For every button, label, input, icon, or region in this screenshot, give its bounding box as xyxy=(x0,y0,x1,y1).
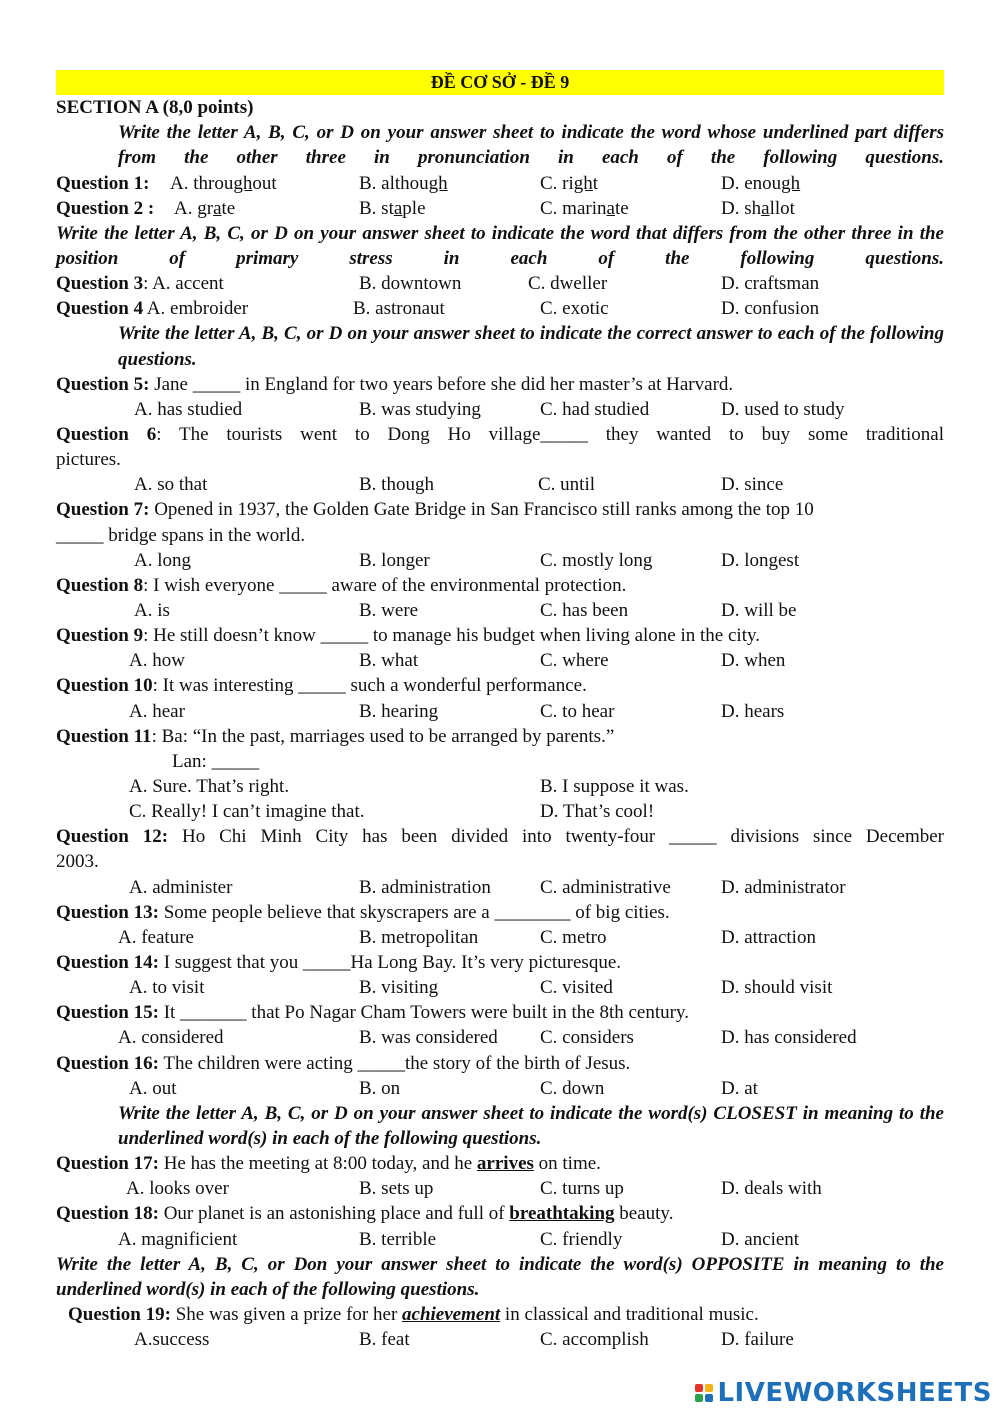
question-17: Question 17: He has the meeting at 8:00 today, and he arrives on time. xyxy=(56,1153,601,1175)
option-d[interactable]: D. when xyxy=(721,650,786,672)
option-d[interactable]: D. failure xyxy=(721,1329,794,1351)
option-a[interactable]: A.success xyxy=(134,1329,210,1351)
question-label: Question 15: xyxy=(56,1002,159,1024)
question-text: : I wish everyone _____ aware of the environmental protection. xyxy=(143,574,627,596)
question-label: Question 5: xyxy=(56,373,150,395)
option-b[interactable]: B. was studying xyxy=(359,398,481,420)
question-4 xyxy=(56,296,944,321)
option-b[interactable]: B. were xyxy=(359,600,419,622)
question-text: : Ba: “In the past, marriages used to be arranged by parents.” xyxy=(151,725,615,747)
option-c[interactable]: C. Really! I can’t imagine that. xyxy=(129,801,365,823)
option-c[interactable]: C. dweller xyxy=(528,273,608,295)
question-label: Question 4 xyxy=(56,298,144,320)
option-a[interactable]: A. out xyxy=(129,1077,177,1099)
question-text: : It was interesting _____ such a wonderful performance. xyxy=(152,675,587,697)
option-a[interactable]: A. magnificient xyxy=(118,1228,238,1250)
question-label: Question 11 xyxy=(56,725,152,747)
option-d[interactable]: D. attraction xyxy=(721,926,816,948)
option-d[interactable]: D. craftsman xyxy=(721,273,820,295)
question-19: Question 19: She was given a prize for her achievement in classical and traditional music. xyxy=(68,1304,759,1326)
question-label: Question 7: xyxy=(56,499,150,521)
question-13 xyxy=(56,900,944,925)
option-d[interactable]: D. used to study xyxy=(721,398,845,420)
option-c[interactable]: C. right xyxy=(540,172,599,194)
question-14-options xyxy=(56,975,944,1000)
question-15 xyxy=(56,1000,944,1025)
question-label: Question 12: xyxy=(56,826,169,848)
question-9-options xyxy=(56,648,944,673)
worksheet-page xyxy=(56,70,944,1352)
question-10-options xyxy=(56,699,944,724)
option-b[interactable]: B. administration xyxy=(359,876,491,898)
option-c[interactable]: C. marinate xyxy=(540,197,629,219)
liveworksheets-logo[interactable] xyxy=(695,1379,992,1407)
question-6 xyxy=(56,422,944,447)
option-d[interactable]: D. confusion xyxy=(721,298,820,320)
question-8-options xyxy=(56,598,944,623)
option-d[interactable]: D. will be xyxy=(721,600,797,622)
question-9 xyxy=(56,623,944,648)
option-b[interactable]: B. downtown xyxy=(359,273,462,295)
question-2 xyxy=(56,196,944,221)
option-a[interactable]: A. looks over xyxy=(126,1178,229,1200)
question-label: Question 8 xyxy=(56,574,144,596)
question-label: Question 14: xyxy=(56,952,159,974)
logo-square xyxy=(695,1384,703,1392)
question-12-options xyxy=(56,875,944,900)
option-d[interactable]: D. has considered xyxy=(721,1027,857,1049)
question-text: Opened in 1937, the Golden Gate Bridge in San Francisco still ranks among the top 10 xyxy=(149,499,814,521)
question-5 xyxy=(56,372,944,397)
option-d[interactable]: D. administrator xyxy=(721,876,846,898)
option-d[interactable]: D. since xyxy=(721,474,784,496)
option-c[interactable]: C. has been xyxy=(540,600,629,622)
option-b[interactable]: B. what xyxy=(359,650,419,672)
question-label: Question 16: xyxy=(56,1052,159,1074)
option-c[interactable]: C. metro xyxy=(540,926,607,948)
question-label: Question 6 xyxy=(56,424,157,446)
question-17-options xyxy=(56,1176,944,1201)
question-11-options-row2 xyxy=(56,799,944,824)
option-c[interactable]: C. visited xyxy=(540,977,613,999)
option-c[interactable]: C. until xyxy=(538,474,596,496)
option-a[interactable]: A. feature xyxy=(118,926,194,948)
question-6-options xyxy=(56,472,944,497)
option-a[interactable]: A. hear xyxy=(129,700,185,722)
question-label: Question 2 : xyxy=(56,197,155,219)
option-c[interactable]: C. to hear xyxy=(540,700,615,722)
logo-icon xyxy=(695,1384,713,1402)
logo-square xyxy=(695,1394,703,1402)
question-18: Question 18: Our planet is an astonishing place and full of breathtaking beauty. xyxy=(56,1203,674,1225)
option-a[interactable]: A. grate xyxy=(174,197,236,219)
option-a[interactable]: A. long xyxy=(134,549,191,571)
option-c[interactable]: C. exotic xyxy=(540,298,609,320)
option-d[interactable]: D. at xyxy=(721,1077,758,1099)
question-12-text-cont: 2003. xyxy=(56,851,99,873)
question-text: : The tourists went to Dong Ho village_____ they wanted to buy some traditional xyxy=(156,424,944,446)
option-d[interactable]: D. longest xyxy=(721,549,800,571)
underlined-word: breathtaking xyxy=(509,1203,615,1225)
question-text: Some people believe that skyscrapers are a ________ of big cities. xyxy=(158,901,670,923)
question-7-text-cont: _____ bridge spans in the world. xyxy=(56,524,306,546)
logo-square xyxy=(705,1394,713,1402)
question-14 xyxy=(56,950,944,975)
option-a[interactable]: A. embroider xyxy=(143,298,249,320)
option-d[interactable]: D. hears xyxy=(721,700,785,722)
option-a[interactable]: : A. accent xyxy=(143,273,224,295)
option-a[interactable]: A. to visit xyxy=(129,977,205,999)
underlined-word: achievement xyxy=(402,1304,501,1326)
option-b[interactable]: B. on xyxy=(359,1077,401,1099)
question-11 xyxy=(56,724,944,749)
question-text: It _______ that Po Nagar Cham Towers were built in the 8th century. xyxy=(158,1002,689,1024)
question-label: Question 1: xyxy=(56,172,150,194)
question-label: Question 10 xyxy=(56,675,153,697)
question-15-options xyxy=(56,1025,944,1050)
option-a[interactable]: A. so that xyxy=(134,474,208,496)
question-text: : He still doesn’t know _____ to manage his budget when living alone in the city. xyxy=(143,625,760,647)
option-d[interactable]: D. deals with xyxy=(721,1178,822,1200)
instruction-opposite-meaning: Write the letter A, B, C, or Don your answer sheet to indicate the word(s) OPPOSITE in meaning to the underlined word(s) in each of the following questions. xyxy=(56,1253,944,1300)
option-b[interactable]: B. terrible xyxy=(359,1228,437,1250)
option-a[interactable]: A. Sure. That’s right. xyxy=(129,776,290,798)
question-1 xyxy=(56,171,944,196)
option-c[interactable]: C. mostly long xyxy=(540,549,653,571)
instruction-correct-answer: Write the letter A, B, C, or D on your answer sheet to indicate the correct answer to each of the following questions. xyxy=(118,323,944,370)
option-c[interactable]: C. turns up xyxy=(540,1178,624,1200)
question-18-options xyxy=(56,1227,944,1252)
question-text: Ho Chi Minh City has been divided into twenty-four _____ divisions since December xyxy=(168,826,944,848)
option-a[interactable]: A. administer xyxy=(129,876,233,898)
logo-square xyxy=(705,1384,713,1392)
option-d[interactable]: D. ancient xyxy=(721,1228,800,1250)
option-a[interactable]: A. considered xyxy=(118,1027,224,1049)
option-d[interactable]: D. shallot xyxy=(721,197,795,219)
question-3 xyxy=(56,271,944,296)
option-c[interactable]: C. considers xyxy=(540,1027,634,1049)
option-d[interactable]: D. enough xyxy=(721,172,801,194)
question-7-options xyxy=(56,548,944,573)
question-11-options-row1 xyxy=(56,774,944,799)
option-b[interactable]: B. was considered xyxy=(359,1027,498,1049)
question-16-options xyxy=(56,1076,944,1101)
question-label: Question 9 xyxy=(56,625,144,647)
page-title: ĐỀ CƠ SỞ - ĐỀ 9 xyxy=(56,70,944,95)
option-c[interactable]: C. administrative xyxy=(540,876,671,898)
option-c[interactable]: C. down xyxy=(540,1077,605,1099)
question-16 xyxy=(56,1051,944,1076)
question-13-options xyxy=(56,925,944,950)
question-8 xyxy=(56,573,944,598)
option-a[interactable]: A. how xyxy=(129,650,185,672)
section-heading: SECTION A (8,0 points) xyxy=(56,97,254,119)
question-label: Question 13: xyxy=(56,901,159,923)
option-a[interactable]: A. is xyxy=(134,600,170,622)
question-6-text-cont: pictures. xyxy=(56,449,121,471)
instruction-pronunciation: Write the letter A, B, C, or D on your answer sheet to indicate the word whose underlined part differs from the other three in pronunciation in each of the following questions. xyxy=(118,122,944,169)
option-b[interactable]: B. metropolitan xyxy=(359,926,479,948)
option-b[interactable]: B. hearing xyxy=(359,700,439,722)
option-a[interactable]: A. has studied xyxy=(134,398,243,420)
option-b[interactable]: B. though xyxy=(359,474,434,496)
question-label: Question 3 xyxy=(56,273,144,295)
option-b[interactable]: B. feat xyxy=(359,1329,410,1351)
question-10 xyxy=(56,673,944,698)
option-b[interactable]: B. although xyxy=(359,172,448,194)
option-b[interactable]: B. longer xyxy=(359,549,430,571)
question-label: Question 18: xyxy=(56,1203,159,1225)
option-d[interactable]: D. should visit xyxy=(721,977,833,999)
question-11-text-cont: Lan: _____ xyxy=(172,750,260,772)
option-b[interactable]: B. visiting xyxy=(359,977,439,999)
logo-text: LIVEWORKSHEETS xyxy=(717,1378,992,1408)
question-label: Question 19: xyxy=(68,1304,171,1326)
question-5-options xyxy=(56,397,944,422)
option-c[interactable]: C. where xyxy=(540,650,609,672)
option-b[interactable]: B. I suppose it was. xyxy=(540,776,689,798)
underlined-word: arrives xyxy=(476,1153,534,1175)
question-19-options xyxy=(56,1327,944,1352)
question-text: I suggest that you _____Ha Long Bay. It’s very picturesque. xyxy=(158,952,622,974)
instruction-closest-meaning: Write the letter A, B, C, or D on your answer sheet to indicate the word(s) CLOSEST in meaning to the underlined word(s) in each of the following questions. xyxy=(118,1102,944,1150)
option-a[interactable]: A. throughout xyxy=(170,172,277,194)
option-c[interactable]: C. accomplish xyxy=(540,1329,649,1351)
option-b[interactable]: B. staple xyxy=(359,197,426,219)
option-b[interactable]: B. astronaut xyxy=(353,298,445,320)
question-7 xyxy=(56,497,944,522)
option-c[interactable]: C. friendly xyxy=(540,1228,623,1250)
instruction-stress: Write the letter A, B, C, or D on your answer sheet to indicate the word that differs from the other three in the position of primary stress in each of the following questions. xyxy=(56,222,944,270)
option-b[interactable]: B. sets up xyxy=(359,1178,434,1200)
option-c[interactable]: C. had studied xyxy=(540,398,650,420)
question-text: The children were acting _____the story of the birth of Jesus. xyxy=(158,1052,631,1074)
question-12 xyxy=(56,824,944,849)
option-d[interactable]: D. That’s cool! xyxy=(540,801,655,823)
question-label: Question 17: xyxy=(56,1153,159,1175)
question-text: Jane _____ in England for two years before she did her master’s at Harvard. xyxy=(149,373,734,395)
